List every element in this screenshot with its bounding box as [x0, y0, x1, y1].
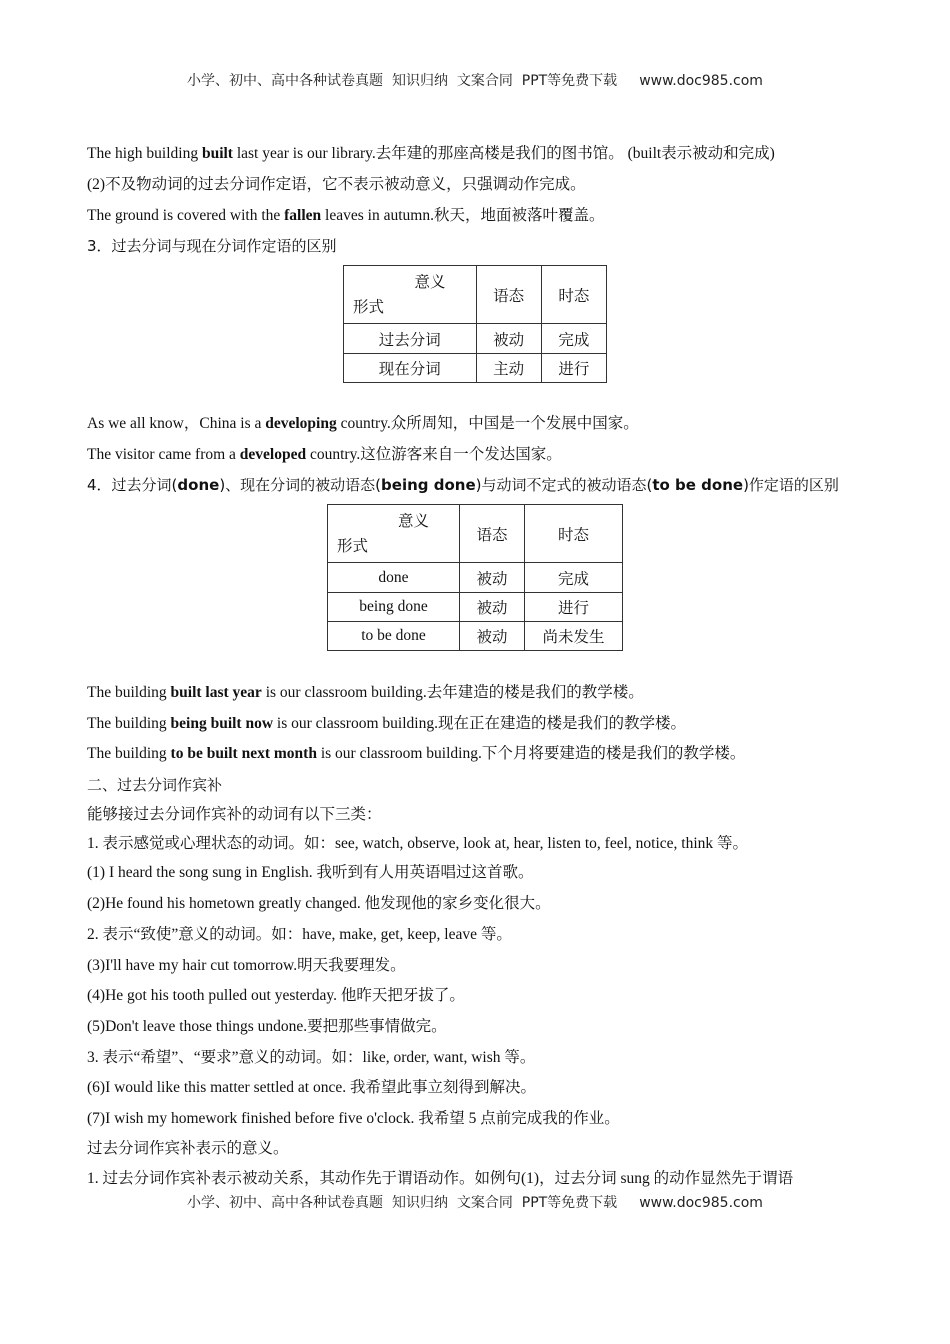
- body-line: 过去分词作宾补表示的意义。: [87, 1140, 289, 1157]
- body-line: (2)He found his hometown greatly changed. 他发现他的家乡变化很大。: [87, 895, 551, 912]
- cell-tense: 完成: [541, 324, 606, 354]
- header-diagonal-cell: [328, 505, 460, 563]
- cell-tense: 进行: [541, 354, 606, 383]
- text: The building: [87, 745, 171, 762]
- text: The building: [87, 715, 171, 732]
- text: )作定语的区别: [743, 476, 839, 494]
- bold-word: to be built next month: [170, 745, 317, 762]
- body-line: (6)I would like this matter settled at once. 我希望此事立刻得到解决。: [87, 1079, 536, 1096]
- page-header: [0, 70, 950, 90]
- example-fallen: [87, 206, 604, 226]
- cell-form: done: [328, 563, 460, 593]
- header-meaning: 意义: [414, 274, 446, 291]
- bold-word: developing: [265, 415, 337, 432]
- cell-tense: 进行: [525, 593, 623, 622]
- bold-word: done: [177, 476, 220, 494]
- example-developed: [87, 445, 562, 465]
- text: The ground is covered with the: [87, 207, 285, 224]
- cell-form: 现在分词: [344, 354, 477, 383]
- cell-voice: 被动: [460, 563, 525, 593]
- section-b-heading: 二、过去分词作宾补: [87, 776, 223, 794]
- header-text: 小学、初中、高中各种试卷真题 知识归纳 文案合同 PPT等免费下载: [187, 73, 618, 89]
- text: last year is our library.去年建的那座高楼是我们的图书馆。 (built表示被动和完成): [232, 145, 775, 162]
- bold-word: built last year: [170, 684, 262, 701]
- bold-word: built: [201, 145, 233, 162]
- header-form: 形式: [337, 538, 369, 555]
- text: is our classroom building.现在正在建造的楼是我们的教学楼。: [273, 715, 686, 732]
- comparison-table-1: [343, 265, 607, 383]
- body-line: (3)I'll have my hair cut tomorrow.明天我要理发。: [87, 957, 406, 974]
- page-footer: [0, 1192, 950, 1212]
- body-line: 能够接过去分词作宾补的动词有以下三类：: [87, 806, 382, 823]
- example-built: [87, 144, 775, 164]
- text: country.众所周知，中国是一个发展中国家。: [336, 415, 639, 432]
- table-row: [328, 563, 623, 593]
- example-developing: [87, 414, 639, 434]
- body-line: 2. 表示“致使”意义的动词。如：have, make, get, keep, leave 等。: [87, 926, 512, 943]
- example-built-last-year: [87, 683, 644, 703]
- body-line: 1. 表示感觉或心理状态的动词。如：see, watch, observe, look at, hear, listen to, feel, notice, think 等。: [87, 835, 749, 852]
- bold-word: developed: [239, 446, 307, 463]
- text: )与动词不定式的被动语态(: [475, 476, 653, 494]
- bold-word: fallen: [284, 207, 322, 224]
- comparison-table-2: [327, 504, 623, 651]
- cell-voice: 被动: [476, 324, 541, 354]
- cell-tense: 完成: [525, 563, 623, 593]
- body-line: 1. 过去分词作宾补表示被动关系，其动作先于谓语动作。如例句(1)，过去分词 sung 的动作显然先于谓语: [87, 1170, 794, 1187]
- bold-word: being built now: [170, 715, 274, 732]
- cell-voice: 主动: [476, 354, 541, 383]
- header-voice: 语态: [460, 505, 525, 563]
- cell-voice: 被动: [460, 622, 525, 651]
- section-4-heading: [87, 475, 839, 495]
- table-row: [344, 324, 607, 354]
- table-row: [328, 593, 623, 622]
- text: 4．过去分词(: [87, 476, 178, 494]
- text: leaves in autumn.秋天，地面被落叶覆盖。: [321, 207, 605, 224]
- section-3-heading: 3．过去分词与现在分词作定语的区别: [87, 237, 337, 255]
- header-url[interactable]: www.doc985.com: [639, 73, 763, 89]
- header-meaning: 意义: [397, 513, 429, 530]
- note-intransitive: (2)不及物动词的过去分词作定语，它不表示被动意义，只强调动作完成。: [87, 176, 586, 193]
- text: country.这位游客来自一个发达国家。: [306, 446, 562, 463]
- cell-form: 过去分词: [344, 324, 477, 354]
- text: )、现在分词的被动语态(: [219, 476, 382, 494]
- text: The building: [87, 684, 171, 701]
- cell-form: to be done: [328, 622, 460, 651]
- text: The visitor came from a: [87, 446, 240, 463]
- cell-tense: 尚未发生: [525, 622, 623, 651]
- text: The high building: [87, 145, 202, 162]
- header-tense: 时态: [525, 505, 623, 563]
- header-diagonal-cell: [344, 266, 477, 324]
- example-being-built: [87, 714, 686, 734]
- text: As we all know，China is a: [87, 415, 266, 432]
- body-line: (1) I heard the song sung in English. 我听到有人用英语唱过这首歌。: [87, 864, 534, 881]
- cell-voice: 被动: [460, 593, 525, 622]
- table-row: [328, 622, 623, 651]
- header-tense: 时态: [541, 266, 606, 324]
- cell-form: being done: [328, 593, 460, 622]
- example-to-be-built: [87, 744, 745, 764]
- body-line: (5)Don't leave those things undone.要把那些事情做完。: [87, 1018, 447, 1035]
- table-row: [344, 354, 607, 383]
- body-line: (7)I wish my homework finished before five o'clock. 我希望 5 点前完成我的作业。: [87, 1110, 620, 1127]
- text: is our classroom building.下个月将要建造的楼是我们的教学楼。: [316, 745, 746, 762]
- header-voice: 语态: [476, 266, 541, 324]
- text: is our classroom building.去年建造的楼是我们的教学楼。: [261, 684, 644, 701]
- footer-url[interactable]: www.doc985.com: [639, 1195, 763, 1211]
- body-line: (4)He got his tooth pulled out yesterday. 他昨天把牙拔了。: [87, 987, 465, 1004]
- bold-word: to be done: [652, 476, 744, 494]
- body-line: 3. 表示“希望”、“要求”意义的动词。如：like, order, want, wish 等。: [87, 1049, 536, 1066]
- bold-word: being done: [381, 476, 476, 494]
- footer-text: 小学、初中、高中各种试卷真题 知识归纳 文案合同 PPT等免费下载: [187, 1195, 618, 1211]
- header-form: 形式: [353, 299, 385, 316]
